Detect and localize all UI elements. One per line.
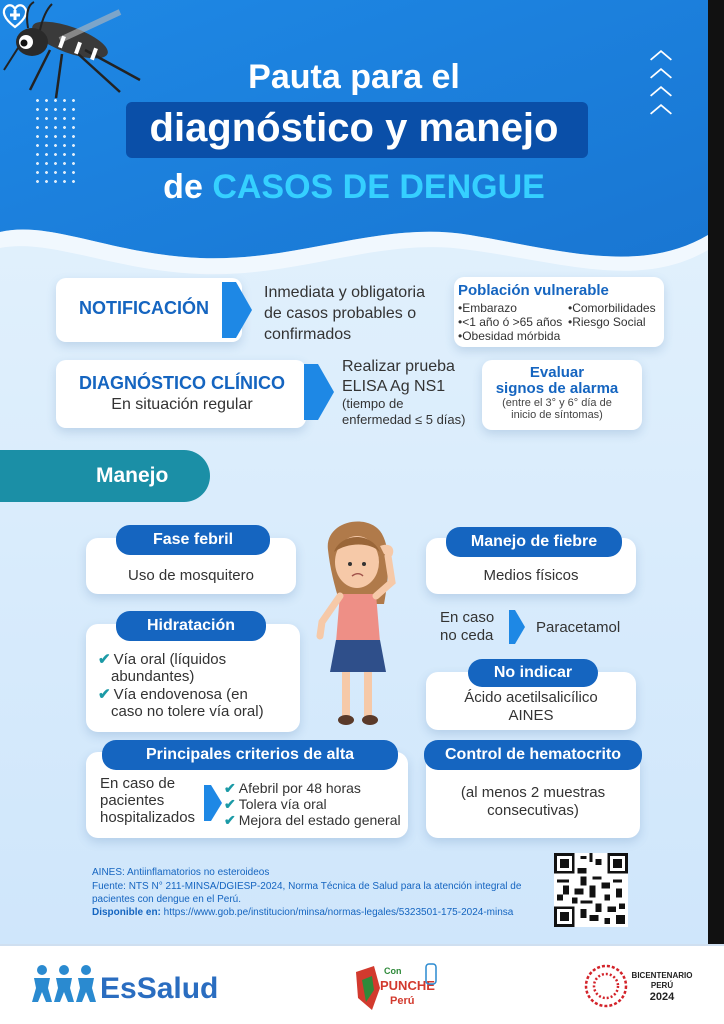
hidratacion-item [98,651,298,685]
poblacion-item: •<1 año ó >65 años [458,315,563,329]
diagnostico-sub: En situación regular [111,396,253,413]
fase-febril-tag: Fase febril [116,525,270,555]
text-line: En caso de [100,775,176,792]
text-line: (tiempo de [342,396,404,411]
manejo-fiebre-tag: Manejo de fiebre [446,527,622,557]
title-line-1: Pauta para el [248,58,460,96]
text-line: Inmediata y obligatoria [264,284,425,301]
check-icon: ✔ [98,651,111,668]
poblacion-item: •Riesgo Social [568,315,646,329]
text-line: AINES [508,707,554,724]
poblacion-item: •Obesidad mórbida [458,329,561,343]
girl-illustration [300,512,420,732]
footnote-aines: AINES: Antiinflamatorios no esteroideos [92,867,270,878]
hematocrito-tag: Control de hematocrito [424,740,642,770]
side-edge [708,0,724,944]
manejo-label: Manejo [96,464,169,487]
no-indicar-text [426,689,636,725]
check-icon: ✔ [224,812,236,828]
text-line: inicio de síntomas) [511,409,603,421]
notificacion-text [264,282,444,345]
header-band [0,0,708,300]
text-line: ELISA Ag NS1 [342,378,446,395]
criterios-list [224,780,401,828]
text-line: (entre el 3° y 6° día de [502,397,612,409]
text-line: (al menos 2 muestras [460,784,606,801]
evaluar-label [482,365,632,397]
chevron-up-icon: ︿ [650,74,673,99]
diagnostico-time [342,396,482,428]
footnote-source-cont: pacientes con dengue en el Perú. [92,894,241,905]
hidratacion-tag: Hidratación [116,611,266,641]
punche-con: Con [384,966,402,976]
title-prefix: de [163,168,203,206]
text-line: consecutivas) [487,802,579,819]
text-line: Evaluar [529,364,585,381]
text-line: Vía endovenosa (en [113,686,248,703]
criterios-tag: Principales criterios de alta [102,740,398,770]
mosquito-icon [0,0,142,100]
bicent-year: 2024 [649,991,675,1003]
arrow-icon [509,610,525,644]
hematocrito-text [426,784,640,820]
arrow-icon [222,282,252,338]
check-icon: ✔ [224,796,236,812]
text-line: Ácido acetilsalicílico [464,689,598,706]
link-url[interactable]: https://www.gob.pe/institucion/minsa/normas-legales/5323501-175-2024-minsa [160,907,514,918]
text-line: no ceda [440,627,494,644]
title-line-3 [0,168,708,207]
essalud-wordmark: EsSalud [100,972,219,1005]
punche-word: PUNCHE [380,978,435,993]
footnote-source: Fuente: NTS N° 211-MINSA/DGIESP-2024, Norma Técnica de Salud para la atención integral de [92,881,522,892]
punche-peru-logo [350,958,440,1014]
manejo-fiebre-text: Medios físicos [483,567,579,584]
text-line: Vía oral (líquidos [113,651,227,668]
title-highlight: CASOS DE DENGUE [212,168,545,206]
text-line: hospitalizados [100,809,196,826]
evaluar-sub [482,397,632,421]
fase-febril-text: Uso de mosquitero [128,567,254,584]
poblacion-item: •Comorbilidades [568,301,656,315]
chevron-up-icon: ︿ [650,38,673,63]
text-line: confirmados [264,326,352,343]
notificacion-label: NOTIFICACIÓN [79,298,209,318]
text-line: pacientes [100,792,165,809]
punche-peru: Perú [390,995,415,1007]
arrow-icon [304,364,334,420]
footnote-link[interactable] [92,906,542,919]
text-line: abundantes) [111,668,195,685]
footer-divider [0,944,724,946]
chevron-up-icon: ︿ [650,56,673,81]
text-line: Mejora del estado general [238,812,401,828]
text-line: En caso [440,609,495,626]
caso-text [440,609,494,645]
essalud-logo [32,964,98,1004]
check-icon: ✔ [224,780,236,796]
chevron-up-icon: ︿ [650,92,673,117]
link-label: Disponible en: [92,907,161,918]
bicent-line1: BICENTENARIO [631,971,693,980]
text-line: caso no tolere vía oral) [111,703,264,720]
hidratacion-item [98,686,298,720]
diagnostico-label: DIAGNÓSTICO CLÍNICO [79,373,285,393]
text-line: de casos probables o [264,305,417,322]
diagnostico-test [342,357,472,397]
poblacion-item: •Embarazo [458,301,517,315]
check-icon: ✔ [98,686,111,703]
bicent-line2: PERÚ [650,981,674,990]
bicentenario-logo [580,956,700,1016]
text-line: signos de alarma [495,380,619,397]
criterios-left-text [100,775,195,826]
diagnostico-card [56,360,306,428]
title-line-2: diagnóstico y manejo [149,106,559,150]
text-line: enfermedad ≤ 5 días) [342,412,466,427]
paracetamol-text: Paracetamol [536,619,621,636]
qr-code[interactable] [554,853,628,927]
poblacion-title: Población vulnerable [458,282,609,299]
text-line: Realizar prueba [342,358,455,375]
text-line: Tolera vía oral [238,796,327,812]
arrow-icon [204,785,222,821]
text-line: Afebril por 48 horas [238,780,361,796]
no-indicar-tag: No indicar [468,659,598,687]
